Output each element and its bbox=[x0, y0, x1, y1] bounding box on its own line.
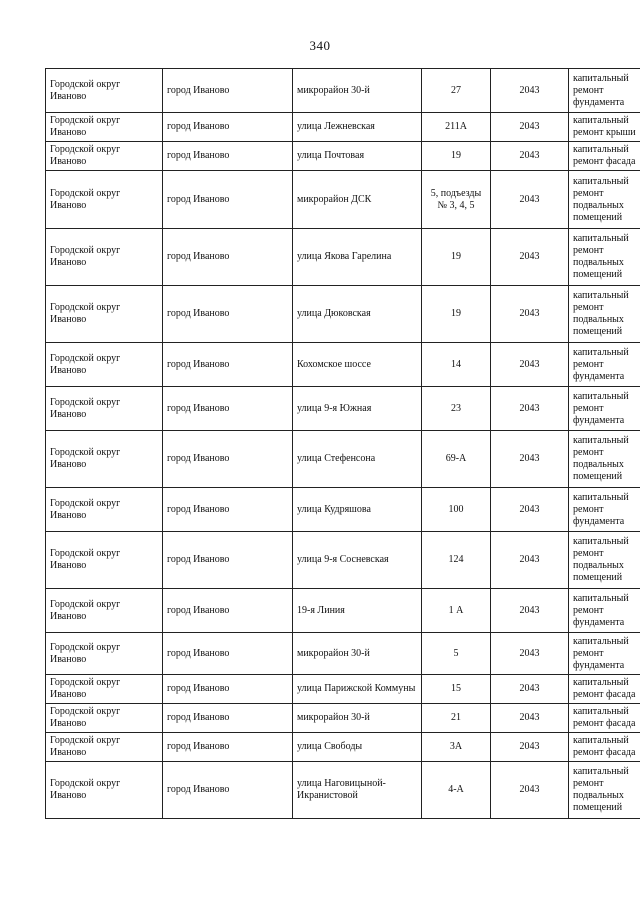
city-cell: город Иваново bbox=[163, 704, 293, 733]
district-cell: Городской округ Иваново bbox=[46, 675, 163, 704]
work-type-cell: капитальный ремонт фасада bbox=[569, 704, 640, 733]
work-type-cell: капитальный ремонт подвальных помещений bbox=[569, 762, 640, 819]
house-number-cell: 124 bbox=[422, 532, 491, 589]
street-cell: улица Кудряшова bbox=[293, 488, 422, 532]
district-cell: Городской округ Иваново bbox=[46, 704, 163, 733]
street-cell: микрорайон 30-й bbox=[293, 704, 422, 733]
repair-schedule-table bbox=[45, 68, 640, 819]
house-number-cell: 1 А bbox=[422, 589, 491, 633]
house-number-cell: 5 bbox=[422, 633, 491, 675]
house-number-cell: 19 bbox=[422, 286, 491, 343]
table-row bbox=[46, 633, 640, 675]
house-number-cell: 27 bbox=[422, 69, 491, 113]
work-type-cell: капитальный ремонт крыши bbox=[569, 113, 640, 142]
table-row bbox=[46, 488, 640, 532]
table-row bbox=[46, 704, 640, 733]
city-cell: город Иваново bbox=[163, 113, 293, 142]
district-cell: Городской округ Иваново bbox=[46, 733, 163, 762]
city-cell: город Иваново bbox=[163, 633, 293, 675]
house-number-cell: 100 bbox=[422, 488, 491, 532]
street-cell: Кохомское шоссе bbox=[293, 343, 422, 387]
house-number-cell: 69-А bbox=[422, 431, 491, 488]
city-cell: город Иваново bbox=[163, 69, 293, 113]
district-cell: Городской округ Иваново bbox=[46, 431, 163, 488]
work-type-cell: капитальный ремонт подвальных помещений bbox=[569, 532, 640, 589]
year-cell: 2043 bbox=[491, 387, 569, 431]
work-type-cell: капитальный ремонт фундамента bbox=[569, 69, 640, 113]
year-cell: 2043 bbox=[491, 113, 569, 142]
work-type-cell: капитальный ремонт подвальных помещений bbox=[569, 171, 640, 229]
district-cell: Городской округ Иваново bbox=[46, 532, 163, 589]
city-cell: город Иваново bbox=[163, 286, 293, 343]
house-number-cell: 19 bbox=[422, 229, 491, 286]
city-cell: город Иваново bbox=[163, 343, 293, 387]
city-cell: город Иваново bbox=[163, 675, 293, 704]
city-cell: город Иваново bbox=[163, 431, 293, 488]
house-number-cell: 23 bbox=[422, 387, 491, 431]
table-row bbox=[46, 343, 640, 387]
city-cell: город Иваново bbox=[163, 488, 293, 532]
table-row bbox=[46, 733, 640, 762]
district-cell: Городской округ Иваново bbox=[46, 113, 163, 142]
year-cell: 2043 bbox=[491, 532, 569, 589]
city-cell: город Иваново bbox=[163, 387, 293, 431]
district-cell: Городской округ Иваново bbox=[46, 488, 163, 532]
district-cell: Городской округ Иваново bbox=[46, 589, 163, 633]
street-cell: микрорайон ДСК bbox=[293, 171, 422, 229]
work-type-cell: капитальный ремонт фундамента bbox=[569, 387, 640, 431]
street-cell: микрорайон 30-й bbox=[293, 633, 422, 675]
year-cell: 2043 bbox=[491, 762, 569, 819]
year-cell: 2043 bbox=[491, 431, 569, 488]
year-cell: 2043 bbox=[491, 343, 569, 387]
year-cell: 2043 bbox=[491, 704, 569, 733]
table-row bbox=[46, 675, 640, 704]
district-cell: Городской округ Иваново bbox=[46, 171, 163, 229]
table-row bbox=[46, 113, 640, 142]
work-type-cell: капитальный ремонт подвальных помещений bbox=[569, 431, 640, 488]
district-cell: Городской округ Иваново bbox=[46, 762, 163, 819]
street-cell: улица 9-я Сосневская bbox=[293, 532, 422, 589]
year-cell: 2043 bbox=[491, 675, 569, 704]
house-number-cell: 15 bbox=[422, 675, 491, 704]
street-cell: улица Дюковская bbox=[293, 286, 422, 343]
district-cell: Городской округ Иваново bbox=[46, 343, 163, 387]
year-cell: 2043 bbox=[491, 171, 569, 229]
table-row bbox=[46, 142, 640, 171]
street-cell: улица Почтовая bbox=[293, 142, 422, 171]
year-cell: 2043 bbox=[491, 229, 569, 286]
street-cell: улица Парижской Коммуны bbox=[293, 675, 422, 704]
year-cell: 2043 bbox=[491, 286, 569, 343]
year-cell: 2043 bbox=[491, 589, 569, 633]
table-row bbox=[46, 762, 640, 819]
table-row bbox=[46, 387, 640, 431]
table-row bbox=[46, 286, 640, 343]
house-number-cell: 5, подъезды № 3, 4, 5 bbox=[422, 171, 491, 229]
work-type-cell: капитальный ремонт подвальных помещений bbox=[569, 229, 640, 286]
street-cell: улица Лежневская bbox=[293, 113, 422, 142]
district-cell: Городской округ Иваново bbox=[46, 142, 163, 171]
city-cell: город Иваново bbox=[163, 142, 293, 171]
city-cell: город Иваново bbox=[163, 589, 293, 633]
district-cell: Городской округ Иваново bbox=[46, 286, 163, 343]
table-row bbox=[46, 171, 640, 229]
year-cell: 2043 bbox=[491, 69, 569, 113]
street-cell: улица Наговицыной-Икранистовой bbox=[293, 762, 422, 819]
city-cell: город Иваново bbox=[163, 532, 293, 589]
city-cell: город Иваново bbox=[163, 171, 293, 229]
table-row bbox=[46, 229, 640, 286]
street-cell: улица Свободы bbox=[293, 733, 422, 762]
work-type-cell: капитальный ремонт фундамента bbox=[569, 589, 640, 633]
city-cell: город Иваново bbox=[163, 762, 293, 819]
table-row bbox=[46, 69, 640, 113]
house-number-cell: 14 bbox=[422, 343, 491, 387]
street-cell: 19-я Линия bbox=[293, 589, 422, 633]
work-type-cell: капитальный ремонт фундамента bbox=[569, 633, 640, 675]
house-number-cell: 21 bbox=[422, 704, 491, 733]
work-type-cell: капитальный ремонт фундамента bbox=[569, 343, 640, 387]
work-type-cell: капитальный ремонт фасада bbox=[569, 675, 640, 704]
district-cell: Городской округ Иваново bbox=[46, 69, 163, 113]
city-cell: город Иваново bbox=[163, 733, 293, 762]
house-number-cell: 19 bbox=[422, 142, 491, 171]
year-cell: 2043 bbox=[491, 733, 569, 762]
street-cell: микрорайон 30-й bbox=[293, 69, 422, 113]
table-row bbox=[46, 532, 640, 589]
street-cell: улица 9-я Южная bbox=[293, 387, 422, 431]
work-type-cell: капитальный ремонт подвальных помещений bbox=[569, 286, 640, 343]
house-number-cell: 211А bbox=[422, 113, 491, 142]
street-cell: улица Стефенсона bbox=[293, 431, 422, 488]
work-type-cell: капитальный ремонт фасада bbox=[569, 733, 640, 762]
table-row bbox=[46, 431, 640, 488]
district-cell: Городской округ Иваново bbox=[46, 229, 163, 286]
year-cell: 2043 bbox=[491, 142, 569, 171]
year-cell: 2043 bbox=[491, 488, 569, 532]
house-number-cell: 3А bbox=[422, 733, 491, 762]
city-cell: город Иваново bbox=[163, 229, 293, 286]
page-number: 340 bbox=[309, 38, 331, 53]
table-row bbox=[46, 589, 640, 633]
work-type-cell: капитальный ремонт фасада bbox=[569, 142, 640, 171]
house-number-cell: 4-А bbox=[422, 762, 491, 819]
work-type-cell: капитальный ремонт фундамента bbox=[569, 488, 640, 532]
street-cell: улица Якова Гарелина bbox=[293, 229, 422, 286]
year-cell: 2043 bbox=[491, 633, 569, 675]
district-cell: Городской округ Иваново bbox=[46, 633, 163, 675]
district-cell: Городской округ Иваново bbox=[46, 387, 163, 431]
